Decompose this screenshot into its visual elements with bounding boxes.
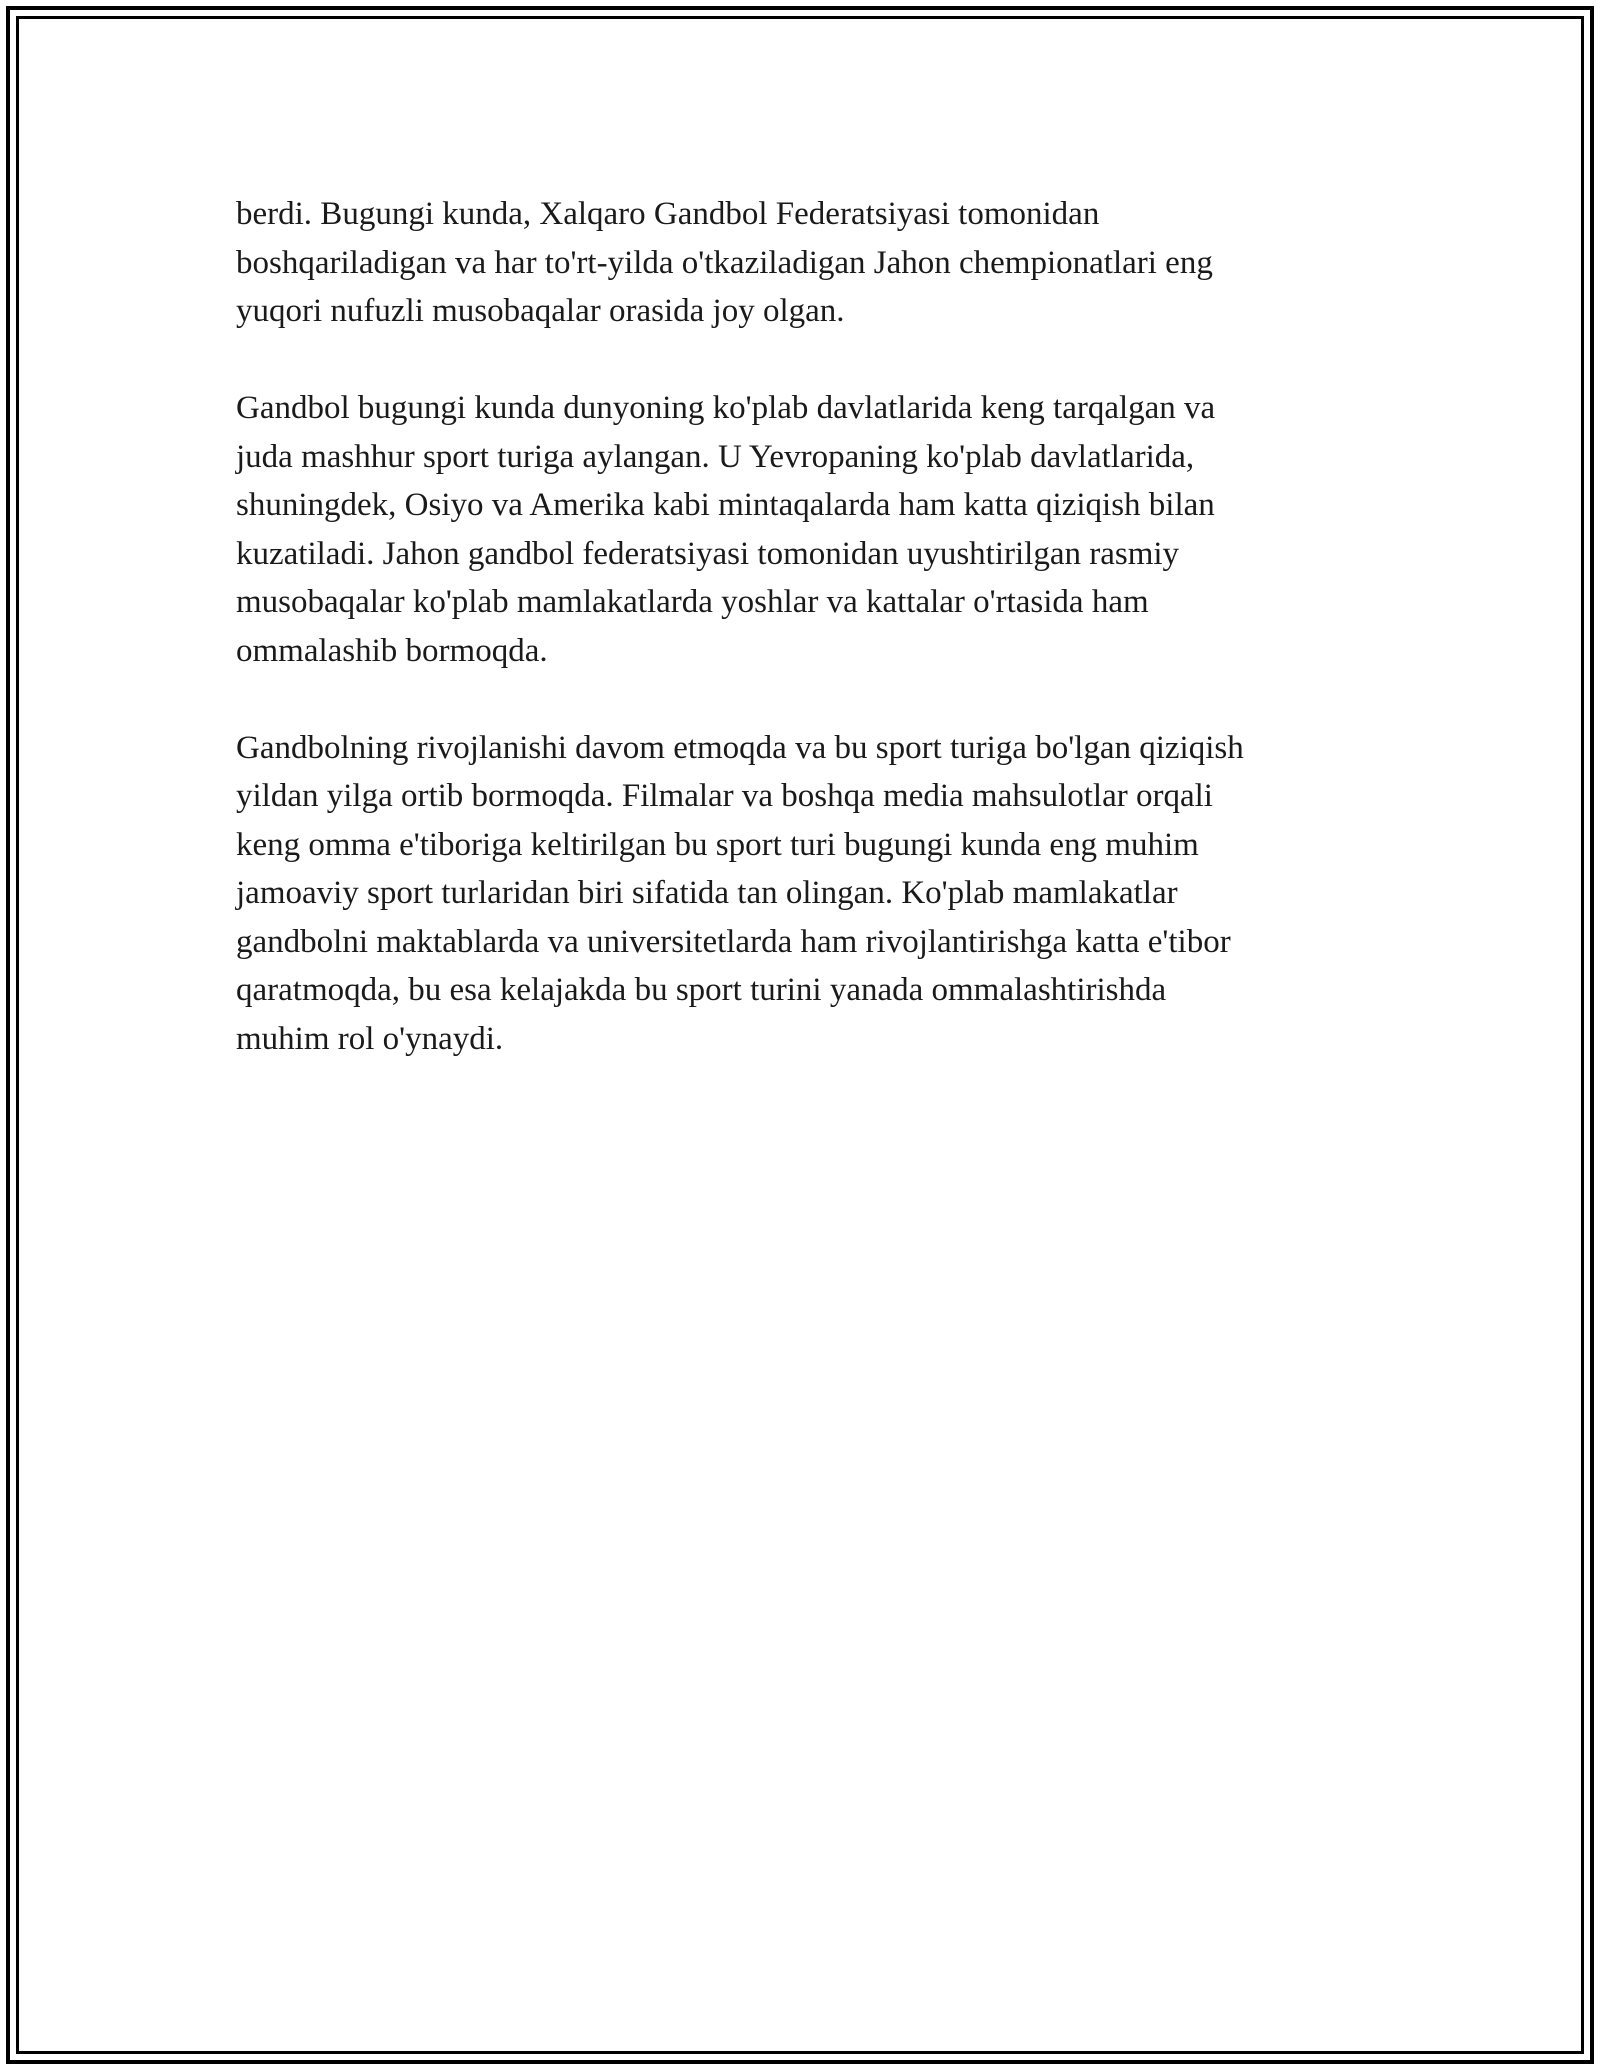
- paragraph-3: Gandbolning rivojlanishi davom etmoqda va bu sport turiga bo'lgan qiziqish yildan yilga ortib bormoqda. Filmalar va boshqa media mahsulotlar orqali keng omma e'tiboriga keltirilgan bu sport turi bugungi kunda eng muhim jamoaviy sport turlaridan biri sifatida tan olingan. Ko'plab mamlakatlar gandbolni maktablarda va universitetlarda ham rivojlantirishga katta e'tibor qaratmoqda, bu esa kelajakda bu sport turini yanada ommalashtirishda muhim rol o'ynaydi.: [236, 729, 1244, 1057]
- paragraph-1: berdi. Bugungi kunda, Xalqaro Gandbol Federatsiyasi tomonidan boshqariladigan va har to'rt-yilda o'tkaziladigan Jahon chempionatlari eng yuqori nufuzli musobaqalar orasida joy olgan.: [236, 196, 1213, 329]
- paragraph-2: Gandbol bugungi kunda dunyoning ko'plab davlatlarida keng tarqalgan va juda mashhur sport turiga aylangan. U Yevropaning ko'plab davlatlarida, shuningdek, Osiyo va Amerika kabi mintaqalarda ham katta qiziqish bilan kuzatiladi. Jahon gandbol federatsiyasi tomonidan uyushtirilgan rasmiy musobaqalar ko'plab mamlakatlarda yoshlar va kattalar o'rtasida ham ommalashib bormoqda.: [236, 390, 1216, 669]
- document-body: [236, 190, 1376, 1112]
